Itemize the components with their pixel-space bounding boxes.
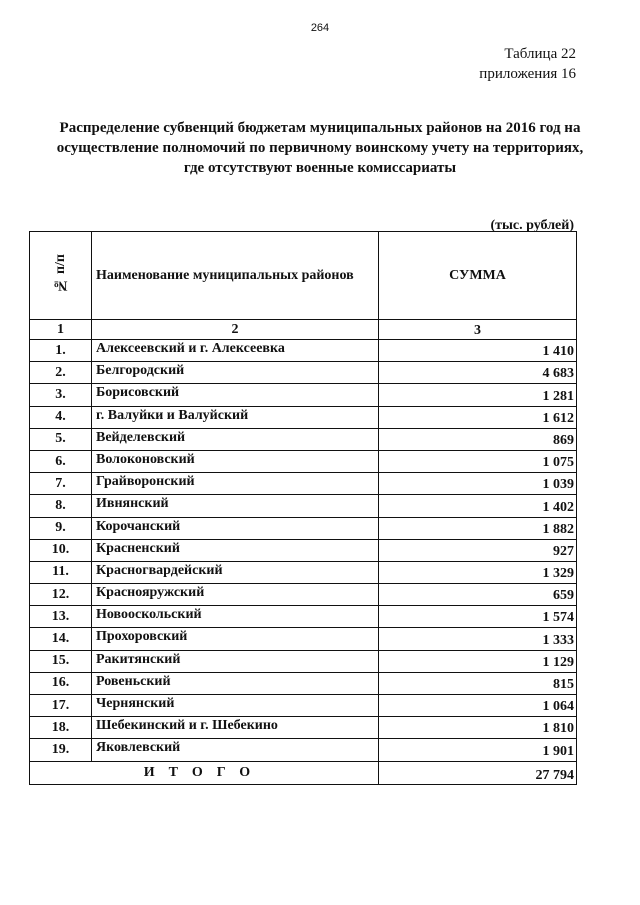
table-row [30,428,577,450]
subsidy-amount: 1 064 [379,695,577,717]
row-number: 12. [30,584,92,606]
row-number: 13. [30,606,92,628]
total-label: ИТОГО [30,761,379,784]
row-number: 19. [30,739,92,761]
district-name: Прохоровский [92,628,379,650]
subsidy-amount: 869 [379,428,577,450]
row-number: 15. [30,650,92,672]
table-row [30,362,577,384]
subsidy-amount: 1 402 [379,495,577,517]
column-number-2: 2 [92,320,379,340]
table-row [30,561,577,583]
table-row [30,606,577,628]
row-number: 7. [30,473,92,495]
table-row [30,495,577,517]
district-name: Новооскольский [92,606,379,628]
subsidy-amount: 1 039 [379,473,577,495]
document-title [28,118,612,178]
district-name: Ровеньский [92,672,379,694]
subsidy-table-container [29,231,576,785]
subsidy-table [29,231,577,785]
appendix-annex-label: приложения 16 [479,66,576,82]
table-row [30,340,577,362]
units-label: (тыс. рублей) [490,218,574,233]
table-row [30,473,577,495]
subsidy-amount: 1 329 [379,561,577,583]
subsidy-amount: 1 075 [379,450,577,472]
header-row [30,232,577,320]
subsidy-amount: 927 [379,539,577,561]
table-row [30,672,577,694]
page-number: 264 [310,22,330,34]
district-name: Вейделевский [92,428,379,450]
row-number: 1. [30,340,92,362]
table-row [30,517,577,539]
table-row [30,717,577,739]
district-name: Алексеевский и г. Алексеевка [92,340,379,362]
district-name: Ракитянский [92,650,379,672]
row-number: 9. [30,517,92,539]
table-row [30,739,577,761]
total-amount: 27 794 [379,761,577,784]
table-row [30,539,577,561]
table-row [30,695,577,717]
district-name: Ивнянский [92,495,379,517]
subsidy-amount: 815 [379,672,577,694]
column-number-3: 3 [379,320,577,340]
row-number: 8. [30,495,92,517]
district-name: Красногвардейский [92,561,379,583]
subsidy-amount: 1 882 [379,517,577,539]
row-number: 6. [30,450,92,472]
row-number: 4. [30,406,92,428]
subsidy-amount: 1 574 [379,606,577,628]
subsidy-amount: 1 129 [379,650,577,672]
district-name: Грайворонский [92,473,379,495]
subsidy-amount: 1 612 [379,406,577,428]
subsidy-amount: 1 410 [379,340,577,362]
row-number: 3. [30,384,92,406]
appendix-reference [479,44,576,84]
header-num-label: № п/п [52,253,68,293]
district-name: Чернянский [92,695,379,717]
district-name: Корочанский [92,517,379,539]
district-name: Яковлевский [92,739,379,761]
column-number-1: 1 [30,320,92,340]
title-line-2: осуществление полномочий по первичному воинскому учету на территориях, [56,140,584,156]
header-sum: СУММА [379,232,577,320]
district-name: Волоконовский [92,450,379,472]
row-number: 2. [30,362,92,384]
header-name: Наименование муниципальных районов [92,232,379,320]
subsidy-amount: 1 333 [379,628,577,650]
title-line-1: Распределение субвенций бюджетам муниципальных районов на 2016 год на [59,120,581,136]
table-row [30,650,577,672]
subsidy-amount: 659 [379,584,577,606]
row-number: 5. [30,428,92,450]
district-name: Шебекинский и г. Шебекино [92,717,379,739]
district-name: Красненский [92,539,379,561]
row-number: 16. [30,672,92,694]
row-number: 18. [30,717,92,739]
table-row [30,628,577,650]
appendix-table-label: Таблица 22 [504,46,576,62]
row-number: 17. [30,695,92,717]
total-row [30,761,577,784]
table-row [30,584,577,606]
header-num [30,232,92,320]
district-name: Краснояружский [92,584,379,606]
table-row [30,450,577,472]
table-row [30,406,577,428]
district-name: Белгородский [92,362,379,384]
row-number: 14. [30,628,92,650]
row-number: 11. [30,561,92,583]
column-number-row [30,320,577,340]
district-name: Борисовский [92,384,379,406]
subsidy-amount: 1 810 [379,717,577,739]
row-number: 10. [30,539,92,561]
subsidy-amount: 1 901 [379,739,577,761]
subsidy-amount: 4 683 [379,362,577,384]
table-row [30,384,577,406]
title-line-3: где отсутствуют военные комиссариаты [183,160,457,176]
subsidy-amount: 1 281 [379,384,577,406]
district-name: г. Валуйки и Валуйский [92,406,379,428]
